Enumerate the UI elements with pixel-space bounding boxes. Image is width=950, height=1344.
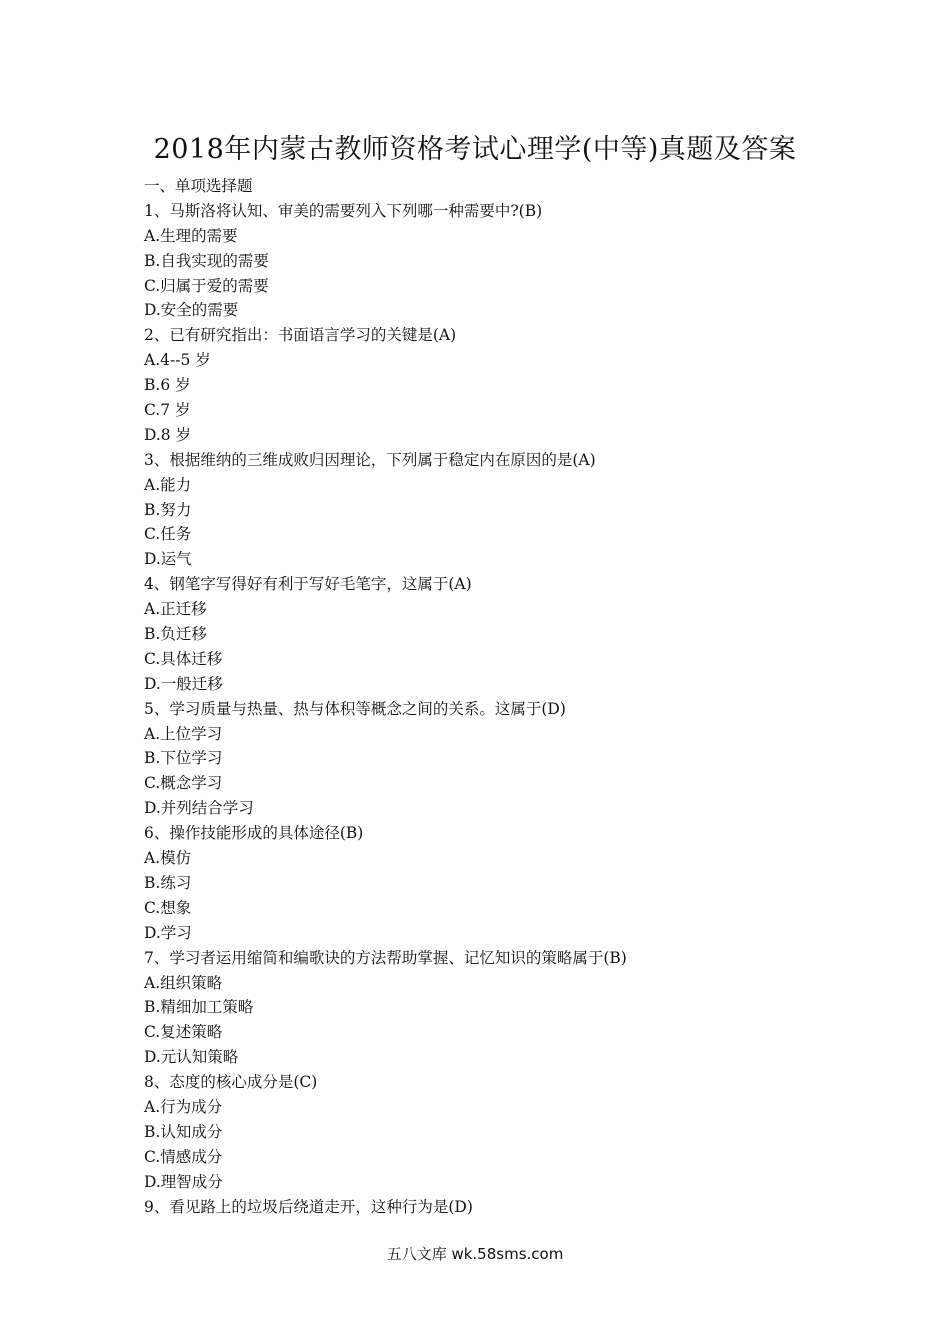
option-d: D.并列结合学习 (144, 799, 254, 818)
question-stem: 3、根据维纳的三维成败归因理论，下列属于稳定内在原因的是(A) (144, 450, 596, 469)
question-stem: 1、马斯洛将认知、审美的需要列入下列哪一种需要中?(B) (144, 201, 543, 220)
option-a: A.组织策略 (144, 973, 223, 992)
question-3 (144, 448, 824, 572)
question-7 (144, 946, 824, 1070)
option-d: D.安全的需要 (144, 301, 239, 320)
question-stem: 9、看见路上的垃圾后绕道走开，这种行为是(D) (144, 1197, 473, 1216)
option-a: A.4--5 岁 (144, 351, 211, 370)
option-b: B.努力 (144, 500, 192, 519)
option-c: C.概念学习 (144, 774, 223, 793)
option-a: A.模仿 (144, 849, 192, 868)
question-9 (144, 1195, 824, 1220)
option-a: A.行为成分 (144, 1097, 223, 1116)
option-a: A.生理的需要 (144, 226, 238, 245)
option-c: C.归属于爱的需要 (144, 276, 269, 295)
option-c: C.任务 (144, 525, 192, 544)
option-b: B.自我实现的需要 (144, 251, 269, 270)
option-c: C.具体迁移 (144, 649, 223, 668)
option-b: B.练习 (144, 873, 192, 892)
question-8 (144, 1070, 824, 1194)
option-d: D.学习 (144, 923, 192, 942)
option-d: D.元认知策略 (144, 1048, 239, 1067)
option-d: D.8 岁 (144, 425, 192, 444)
option-b: B.6 岁 (144, 376, 191, 395)
option-c: C.想象 (144, 898, 192, 917)
question-stem: 8、态度的核心成分是(C) (144, 1073, 318, 1092)
footer-watermark: 五八文库 wk.58sms.com (386, 1245, 564, 1263)
question-2 (144, 323, 824, 447)
option-c: C.情感成分 (144, 1147, 223, 1166)
question-stem: 7、学习者运用缩简和编歌诀的方法帮助掌握、记忆知识的策略属于(B) (144, 948, 627, 967)
question-1 (144, 199, 824, 323)
question-6 (144, 821, 824, 945)
option-a: A.上位学习 (144, 724, 223, 743)
question-5 (144, 697, 824, 821)
option-c: C.复述策略 (144, 1023, 223, 1042)
option-b: B.下位学习 (144, 749, 223, 768)
option-d: D.运气 (144, 550, 192, 569)
question-stem: 6、操作技能形成的具体途径(B) (144, 824, 364, 843)
document-body (144, 174, 824, 1219)
question-stem: 5、学习质量与热量、热与体积等概念之间的关系。这属于(D) (144, 699, 566, 718)
question-stem: 4、钢笔字写得好有利于写好毛笔字，这属于(A) (144, 575, 472, 594)
option-b: B.认知成分 (144, 1122, 223, 1141)
option-d: D.理智成分 (144, 1172, 223, 1191)
document-title: 2018年内蒙古教师资格考试心理学(中等)真题及答案 (153, 134, 797, 165)
section-heading: 一、单项选择题 (144, 177, 253, 195)
option-d: D.一般迁移 (144, 674, 223, 693)
question-stem: 2、已有研究指出：书面语言学习的关键是(A) (144, 326, 457, 345)
option-a: A.正迁移 (144, 600, 207, 619)
question-4 (144, 572, 824, 696)
option-c: C.7 岁 (144, 401, 191, 420)
option-a: A.能力 (144, 475, 192, 494)
option-b: B.精细加工策略 (144, 998, 254, 1017)
option-b: B.负迁移 (144, 625, 207, 644)
